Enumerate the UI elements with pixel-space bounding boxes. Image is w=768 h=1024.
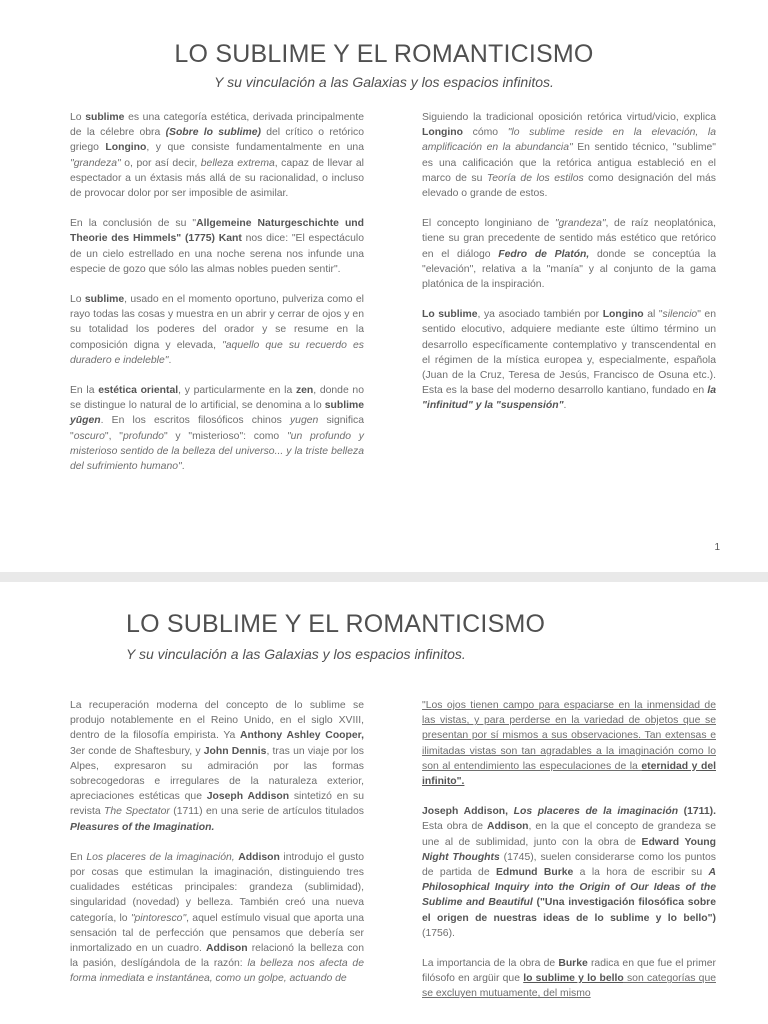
text-run: , ya asociado también por — [477, 309, 603, 321]
text-run: (1711). — [678, 806, 716, 818]
text-run: Lo sublime — [422, 309, 478, 321]
text-run: Night Thoughts — [422, 851, 500, 863]
text-run: Pleasures of the Imagination. — [70, 821, 215, 833]
text-run: Los placeres de la imaginación, — [86, 851, 235, 863]
paragraph — [70, 292, 364, 368]
text-run: En la conclusión de su " — [70, 218, 197, 230]
page-number: 1 — [714, 542, 720, 553]
text-run: Lo — [70, 294, 85, 306]
page-subtitle: Y su vinculación a las Galaxias y los espacios infinitos. — [214, 74, 554, 90]
text-run: Los placeres de la imaginación — [513, 806, 679, 818]
text-run: , y que consiste fundamentalmente en una — [146, 142, 364, 154]
text-run: introdujo el gusto por cosas que estimulan la imaginación, distinguiendo tres cualidades estéticas principales: grandeza (sublimidad), singularidad (novedad) y belleza. También creó una nueva categoría, lo — [70, 851, 364, 924]
text-run: donde se conceptúa la "elevación", relativa a la "manía" y al conjunto de la gama platónica de la inspiración. — [422, 248, 716, 291]
text-run: relacionó la belleza con la pasión, deslígándola de la razón: — [70, 943, 364, 970]
text-run: lo sublime y lo bello — [523, 973, 624, 985]
text-run: Longino — [422, 127, 463, 139]
paragraph — [422, 110, 716, 201]
text-run: El concepto longiniano de — [422, 218, 555, 230]
document-page-2 — [0, 582, 768, 1024]
text-run: Joseph Addison, — [422, 806, 514, 818]
paragraph — [70, 698, 364, 835]
text-run: belleza extrema — [200, 157, 275, 169]
right-column — [422, 698, 716, 1017]
text-run: eternidad y del infinito". — [422, 760, 716, 788]
text-run: En la — [70, 385, 99, 397]
text-run: Burke — [558, 958, 588, 970]
text-run: la "infinitud" y la "suspensión" — [422, 385, 716, 412]
text-run: Edward Young — [641, 836, 717, 848]
text-run: la belleza nos afecta de forma inmediata e instantánea, como un golpe, actuando de — [70, 958, 364, 985]
text-run: Addison — [486, 821, 529, 833]
text-run: Fedro de Platón, — [498, 248, 590, 260]
text-run: "Los ojos tienen campo para espaciarse en la inmensidad de las vistas, y para perderse en la variedad de objetos que se presentan por sí mismos a sus observaciones. Tan extensas e ilimitadas vistas son tan agradables a la imaginación como lo son al entendimiento las especulaciones de la — [422, 700, 716, 772]
page-title: LO SUBLIME Y EL ROMANTICISMO — [126, 610, 546, 638]
text-run: A Philosophical Inquiry into the Origin of Our Ideas of the Sublime and Beautiful — [422, 867, 717, 909]
text-run: Addison — [206, 943, 248, 955]
paragraph — [422, 307, 716, 413]
text-run: yūgen — [70, 415, 101, 427]
text-run: del crítico o retórico griego — [70, 127, 364, 154]
text-run: a la hora de escribir su — [573, 867, 709, 879]
text-run: silencio — [662, 309, 698, 321]
text-run: (1745), suelen considerarse como los puntos de partida de — [422, 851, 716, 879]
text-run: estética oriental — [98, 385, 179, 397]
text-run: yugen — [289, 415, 319, 427]
text-run: sintetizó en su revista — [70, 791, 364, 818]
text-run: "un profundo y misterioso sentido de la belleza del universo... y la triste belleza del sufrimiento humano" — [70, 430, 364, 473]
paragraph — [422, 956, 716, 1002]
text-run: En sentido técnico, "sublime" es una calificación que la retórica antigua estableció en el marco de su — [422, 142, 716, 184]
text-run: significa " — [70, 415, 364, 442]
text-run: , tras un viaje por los Alpes, expresaron su admiración por las formas sobrecogedoras e irregulares de la naturaleza exterior, apreciaciones estéticas que — [70, 745, 364, 803]
text-run: cómo — [462, 127, 508, 139]
text-run: "pintoresco" — [130, 912, 187, 924]
text-run: , donde no se distingue lo natural de lo artificial, se denomina a lo — [70, 385, 364, 412]
text-run: , aquel estímulo visual que aporta una sensación tal de perfección que pensamos que debería ser inmortalizado en un cuadro. — [70, 912, 364, 955]
text-run: como designación del más elevado o grande de estos. — [422, 172, 716, 200]
paragraph — [422, 804, 716, 941]
text-run: Addison — [238, 851, 280, 863]
text-run: . — [168, 354, 172, 366]
text-run: sublime — [84, 294, 125, 306]
text-run: La importancia de la obra de — [422, 958, 559, 970]
text-run: The Spectator — [104, 806, 170, 818]
paragraph — [70, 850, 364, 987]
text-run: 3er conde de Shaftesbury, y — [70, 745, 204, 757]
text-run: Joseph Addison — [206, 791, 290, 803]
paragraph — [70, 110, 364, 201]
text-run: (1711) en una serie de artículos titulados — [169, 806, 364, 818]
text-run: son categorías que se excluyen mutuamente, del mismo — [422, 973, 716, 1000]
text-run: (1756). — [422, 927, 455, 939]
text-run: radica en que fue el primer filósofo en argüir que — [422, 958, 716, 985]
text-run: o, por así decir, — [120, 157, 201, 169]
text-run: oscuro — [73, 430, 105, 442]
text-run: En — [70, 851, 87, 863]
text-run: nos dice: "El espectáculo de un cielo estrellado en una noche serena nos infunde una especie de gozo que sólo las almas nobles pueden sentir". — [70, 233, 364, 275]
left-column — [70, 110, 364, 489]
text-run: Anthony Ashley Cooper, — [240, 730, 364, 742]
text-run: , de raíz neoplatónica, tiene su gran precedente de sentido más estético que retórico en el diálogo — [422, 218, 716, 260]
text-run: (Sobre lo sublime) — [165, 127, 261, 139]
text-run: . — [563, 400, 567, 412]
text-run: Longino — [602, 309, 644, 321]
paragraph — [422, 698, 716, 789]
paragraph — [70, 216, 364, 277]
text-run: . — [181, 461, 185, 473]
text-run: , en la que el concepto de grandeza se une al de sublimidad, junto con la obra de — [422, 821, 716, 848]
left-column — [70, 698, 364, 1002]
page-title: LO SUBLIME Y EL ROMANTICISMO — [174, 40, 594, 68]
text-run: La recuperación moderna del concepto de lo sublime se produjo notablemente en el Reino Unido, en el siglo XVIII, dentro de la filosofía empirista. Ya — [70, 700, 364, 742]
text-run: Longino — [105, 142, 147, 154]
text-run: Teoría de los estilos — [486, 172, 584, 184]
text-run: " y "misterioso": como — [163, 430, 287, 442]
right-column — [422, 110, 716, 429]
text-run: . En los escritos filosóficos chinos — [100, 415, 290, 427]
text-run: sublime — [324, 400, 364, 412]
text-run: zen — [295, 385, 314, 397]
text-run: Siguiendo la tradicional oposición retórica virtud/vicio, explica — [422, 112, 716, 123]
text-run: Allgemeine Naturgeschichte und Theorie des Himmels" (1775) Kant — [70, 218, 364, 245]
text-run: ("Una investigación filosófica sobre el origen de nuestras ideas de lo sublime y lo bello") — [422, 897, 716, 924]
text-run: "aquello que su recuerdo es duradero e indeleble" — [70, 339, 364, 366]
paragraph — [422, 216, 716, 292]
text-run: " en sentido elocutivo, adquiere mediante este último término un desarrollo específicamente contemplativo y transcendental en el régimen de la mística europea y, especialmente, española (Juan de la Cruz, Teresa de Jesús, Francisco de Osuna etc.). Esta es la base del moderno desarrollo kantiano, fundado en — [422, 309, 716, 397]
text-run: al " — [643, 309, 663, 321]
text-run: "grandeza" — [70, 157, 121, 169]
text-run: sublime — [85, 112, 125, 123]
page-subtitle: Y su vinculación a las Galaxias y los espacios infinitos. — [126, 646, 466, 662]
text-run: Edmund Burke — [495, 867, 574, 879]
text-run: es una categoría estética, derivada principalmente de la célebre obra — [70, 112, 364, 139]
text-run: Lo — [70, 112, 86, 123]
text-run: profundo — [122, 430, 164, 442]
text-run: "lo sublime reside en la elevación, la amplificación en la abundancia" — [422, 127, 716, 154]
text-run: Esta obra de — [422, 821, 487, 833]
text-run: ", " — [104, 430, 123, 442]
text-run: , usado en el momento oportuno, pulveriza como el rayo todas las cosas y muestra en un abrir y cerrar de ojos y en su totalidad los poderes del orador y se resume en la composición digna y elevada, — [70, 294, 364, 351]
text-run: John Dennis — [203, 745, 267, 757]
text-run: , capaz de llevar al espectador a un éxtasis más allá de su racionalidad, o incluso de provocar dolor por ser imposible de asimilar. — [70, 157, 364, 200]
text-run: , y particularmente en la — [178, 385, 296, 397]
text-run: "grandeza" — [554, 218, 606, 230]
paragraph — [70, 383, 364, 474]
